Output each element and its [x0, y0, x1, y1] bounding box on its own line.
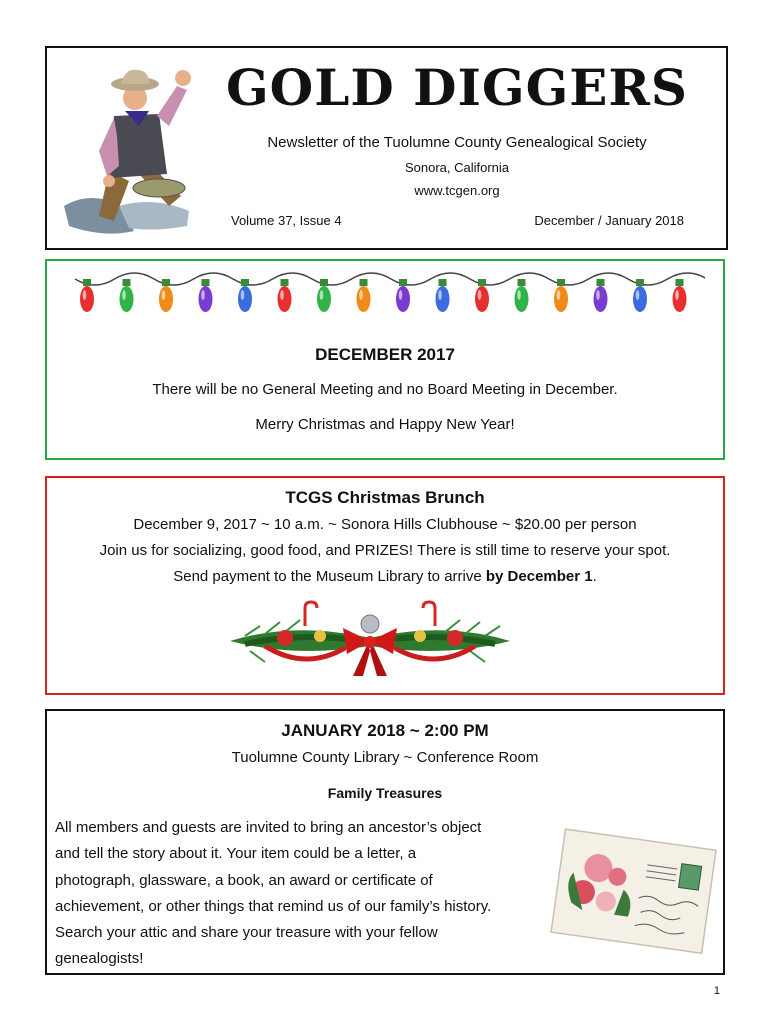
society-location: Sonora, California — [404, 160, 510, 175]
description-line: All members and guests are invited to bring an ancestor’s object — [55, 819, 482, 836]
january-section — [45, 709, 725, 975]
light-bulb — [357, 279, 371, 312]
january-location: Tuolumne County Library ~ Conference Room — [231, 749, 539, 766]
january-heading: JANUARY 2018 ~ 2:00 PM — [281, 721, 489, 740]
payment-text: Send payment to the Museum Library to arrive — [173, 568, 486, 585]
december-heading: DECEMBER 2017 — [315, 345, 455, 364]
newsletter-subtitle: Newsletter of the Tuolumne County Genealogical Society — [267, 134, 647, 151]
light-bulb — [80, 279, 94, 312]
volume-issue: Volume 37, Issue 4 — [231, 213, 342, 228]
light-bulb — [278, 279, 292, 312]
light-bulb — [475, 279, 489, 312]
christmas-lights-illustration — [69, 265, 705, 325]
december-greeting: Merry Christmas and Happy New Year! — [255, 416, 515, 433]
issue-date: December / January 2018 — [534, 213, 684, 228]
brunch-invitation: Join us for socializing, good food, and PRIZES! There is still time to reserve your spot. — [99, 542, 671, 559]
description-line: achievement, or other things that remind us of our family’s history. — [55, 897, 492, 915]
light-bulb — [436, 279, 450, 312]
december-meeting-notice: There will be no General Meeting and no Board Meeting in December. — [152, 381, 618, 398]
light-bulb — [199, 279, 213, 312]
light-bulb — [396, 279, 410, 312]
light-bulb — [317, 279, 331, 312]
description-line: photograph, glassware, a book, an award or certificate of — [55, 871, 433, 889]
light-bulb — [238, 279, 252, 312]
description-line: genealogists! — [55, 950, 144, 968]
payment-deadline: by December 1 — [485, 568, 593, 585]
brunch-details: December 9, 2017 ~ 10 a.m. ~ Sonora Hills Clubhouse ~ $20.00 per person — [133, 516, 637, 533]
january-topic: Family Treasures — [327, 785, 443, 801]
newsletter-title: GOLD DIGGERS — [225, 58, 689, 117]
light-bulb — [120, 279, 134, 312]
payment-period: . — [592, 568, 597, 585]
light-bulb — [159, 279, 173, 312]
light-bulb — [633, 279, 647, 312]
vintage-postcard-illustration — [543, 821, 721, 969]
page-number: 1 — [713, 985, 720, 997]
december-section — [45, 259, 725, 460]
brunch-payment-note — [47, 568, 723, 585]
society-website-link[interactable]: www.tcgen.org — [414, 183, 500, 198]
light-bulb — [554, 279, 568, 312]
brunch-section — [45, 476, 725, 695]
light-bulb — [594, 279, 608, 312]
light-bulb — [515, 279, 529, 312]
brunch-heading: TCGS Christmas Brunch — [285, 488, 485, 507]
light-bulb — [673, 279, 687, 312]
january-description — [55, 815, 545, 973]
christmas-garland-illustration — [225, 596, 515, 684]
description-line: Search your attic and share your treasure with your fellow — [55, 924, 438, 942]
masthead — [45, 46, 728, 250]
description-line: and tell the story about it. Your item could be a letter, a — [55, 845, 417, 863]
gold-miner-illustration — [59, 56, 199, 241]
